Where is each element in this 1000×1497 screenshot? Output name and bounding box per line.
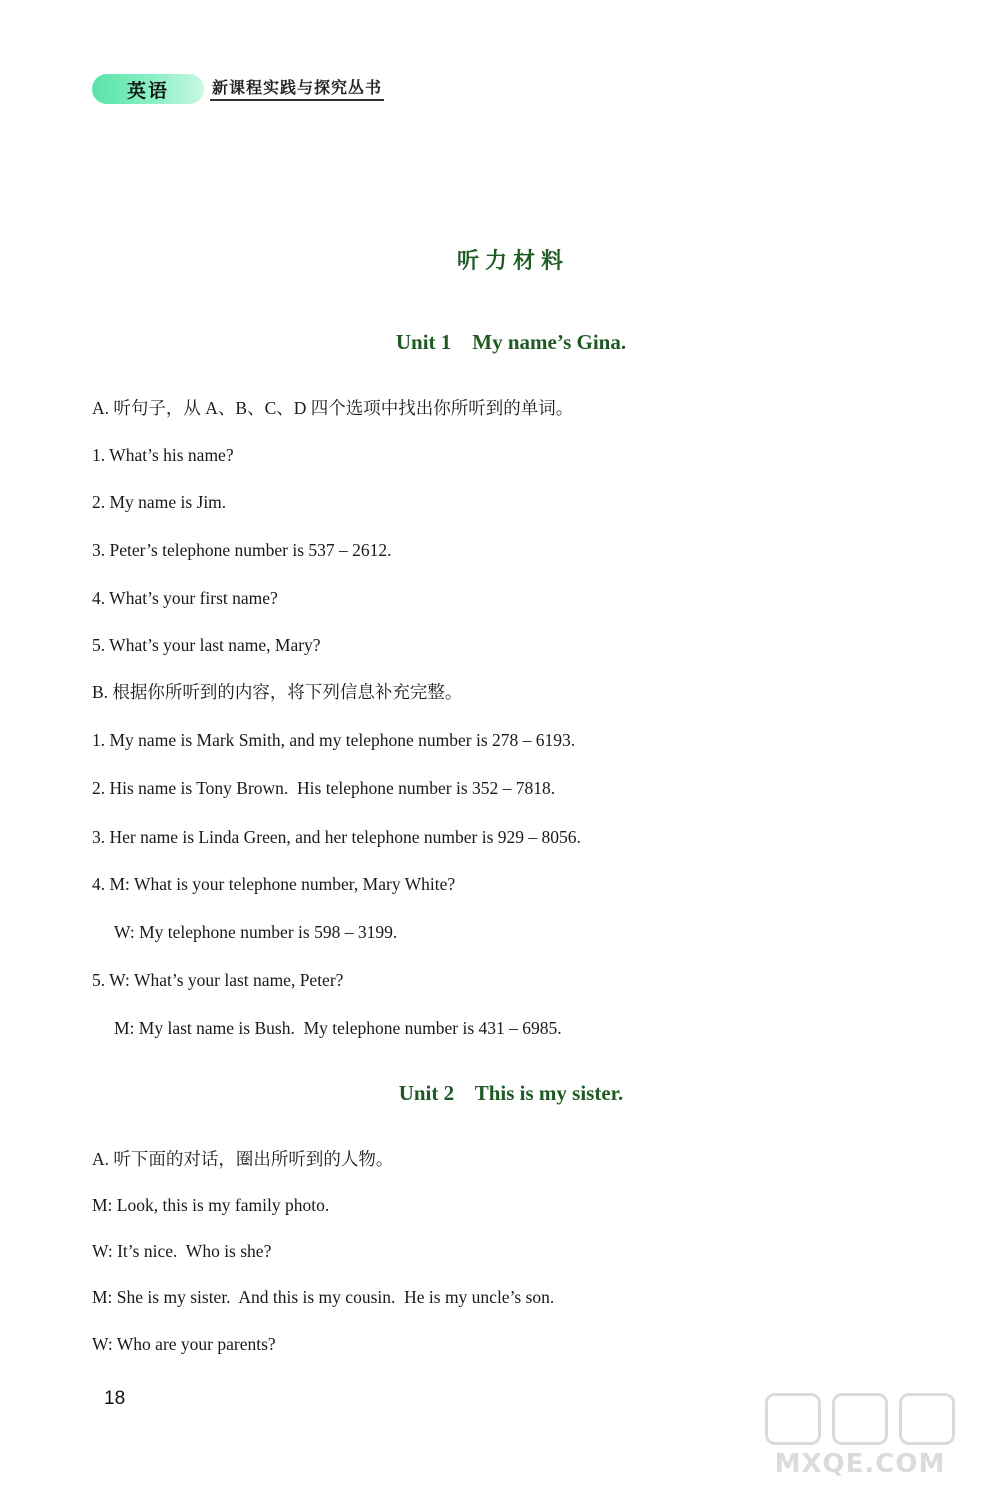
- text-line: 5. What’s your last name, Mary?: [92, 635, 321, 655]
- section-instruction: B. 根据你所听到的内容，将下列信息补充完整。: [92, 682, 463, 702]
- text-line: 3. Her name is Linda Green, and her telephone number is 929 – 8056.: [92, 827, 581, 847]
- text-line: 4. What’s your first name?: [92, 588, 278, 608]
- text-line: 4. M: What is your telephone number, Mary White?: [92, 874, 456, 894]
- text-line: 2. My name is Jim.: [92, 492, 227, 512]
- text-line: 1. What’s his name?: [92, 445, 234, 465]
- text-line: 3. Peter’s telephone number is 537 – 2612.: [92, 540, 392, 560]
- subject-badge: 英语: [92, 74, 204, 104]
- text-line: M: She is my sister. And this is my cousin. He is my uncle’s son.: [92, 1287, 555, 1307]
- text-line: W: My telephone number is 598 – 3199.: [114, 922, 398, 942]
- section-instruction: A. 听句子，从 A、B、C、D 四个选项中找出你所听到的单词。: [92, 398, 574, 418]
- text-line: M: My last name is Bush. My telephone number is 431 – 6985.: [114, 1018, 562, 1038]
- page-title: 听力材料: [456, 249, 569, 274]
- text-line: 2. His name is Tony Brown. His telephone number is 352 – 7818.: [92, 778, 556, 798]
- unit-heading: Unit 2 This is my sister.: [398, 1081, 624, 1105]
- watermark-logo-icon: [760, 1393, 960, 1445]
- text-line: M: Look, this is my family photo.: [92, 1195, 330, 1215]
- text-line: W: Who are your parents?: [92, 1334, 276, 1354]
- watermark-text: MXQE.COM: [774, 1449, 946, 1479]
- text-line: W: It’s nice. Who is she?: [92, 1241, 272, 1261]
- unit-heading: Unit 1 My name’s Gina.: [395, 330, 627, 354]
- section-instruction: A. 听下面的对话，圈出所听到的人物。: [92, 1149, 394, 1169]
- series-title: 新课程实践与探究丛书: [210, 78, 384, 101]
- text-line: 1. My name is Mark Smith, and my telephone number is 278 – 6193.: [92, 730, 576, 750]
- watermark: [740, 1393, 980, 1485]
- page-number: 18: [104, 1388, 126, 1409]
- page-header: [92, 74, 384, 104]
- text-line: 5. W: What’s your last name, Peter?: [92, 970, 344, 990]
